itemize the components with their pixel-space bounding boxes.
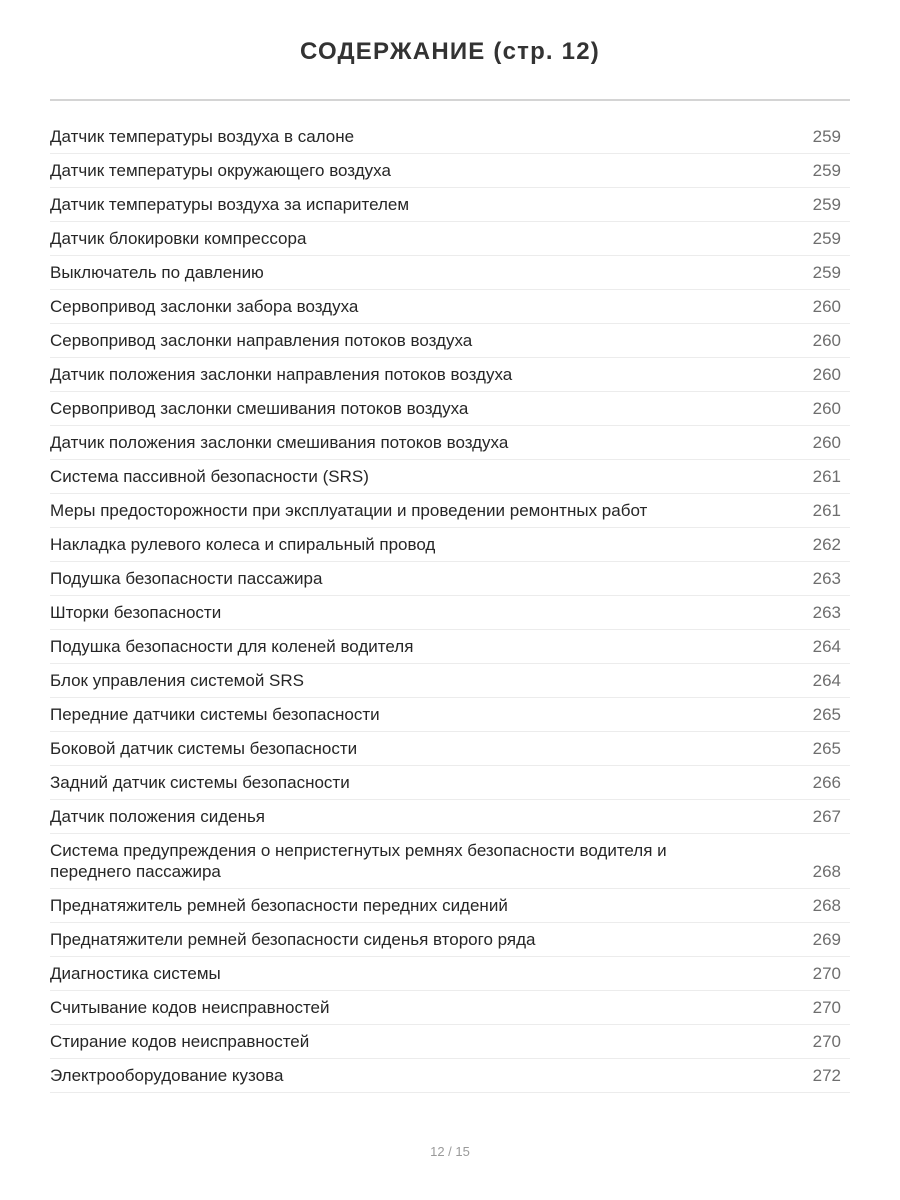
toc-entry-page: 259 xyxy=(812,161,841,180)
toc-entry[interactable] xyxy=(50,392,850,426)
toc-entry-title[interactable]: Датчик положения заслонки направления потоков воздуха xyxy=(50,365,513,384)
toc-entry-title[interactable]: Стирание кодов неисправностей xyxy=(50,1032,310,1051)
toc-entry-title[interactable]: Датчик положения заслонки смешивания потоков воздуха xyxy=(50,433,509,452)
toc-entry-page: 261 xyxy=(812,467,841,486)
toc-entry-page: 263 xyxy=(812,569,841,588)
toc-entry[interactable] xyxy=(50,732,850,766)
toc-entry-title[interactable]: Накладка рулевого колеса и спиральный провод xyxy=(50,535,436,554)
toc-entry-page: 260 xyxy=(812,365,841,384)
toc-entry[interactable] xyxy=(50,664,850,698)
toc-entry[interactable] xyxy=(50,630,850,664)
toc-entry-page: 268 xyxy=(812,862,841,881)
toc-entry-title[interactable]: Меры предосторожности при эксплуатации и проведении ремонтных работ xyxy=(50,501,648,520)
toc-entry-page: 260 xyxy=(812,331,841,350)
toc-entry-page: 272 xyxy=(812,1066,841,1085)
toc-entry[interactable] xyxy=(50,494,850,528)
toc-entry[interactable] xyxy=(50,698,850,732)
toc-entry[interactable] xyxy=(50,222,850,256)
toc-entry[interactable] xyxy=(50,1059,850,1093)
toc-entry[interactable] xyxy=(50,426,850,460)
toc-entry-page: 264 xyxy=(812,671,841,690)
toc-entry-title[interactable]: Диагностика системы xyxy=(50,964,221,983)
toc-entry-page: 259 xyxy=(812,229,841,248)
toc-entry-title[interactable]: Датчик блокировки компрессора xyxy=(50,229,307,248)
toc-entry[interactable] xyxy=(50,460,850,494)
title-divider xyxy=(50,99,850,101)
toc-entry-title[interactable]: Электрооборудование кузова xyxy=(50,1066,284,1085)
toc-entry-title[interactable]: Считывание кодов неисправностей xyxy=(50,998,330,1017)
toc-entry-page: 267 xyxy=(812,807,841,826)
toc-entry-title[interactable]: Выключатель по давлению xyxy=(50,263,264,282)
toc-entry-page: 263 xyxy=(812,603,841,622)
toc-entry[interactable] xyxy=(50,290,850,324)
toc-entry-page: 259 xyxy=(812,263,841,282)
toc-entry-title[interactable]: Передние датчики системы безопасности xyxy=(50,705,380,724)
toc-entry-title[interactable]: Преднатяжитель ремней безопасности передних сидений xyxy=(50,896,508,915)
toc-entry[interactable] xyxy=(50,766,850,800)
toc-entry[interactable] xyxy=(50,957,850,991)
toc-entry-title[interactable]: Система пассивной безопасности (SRS) xyxy=(50,467,369,486)
toc-entry-page: 260 xyxy=(812,399,841,418)
toc-entry-title[interactable]: Подушка безопасности пассажира xyxy=(50,569,323,588)
toc-entry-page: 270 xyxy=(812,964,841,983)
toc-entry-title[interactable]: Датчик положения сиденья xyxy=(50,807,266,826)
toc-entry[interactable] xyxy=(50,596,850,630)
toc-entry-page: 260 xyxy=(812,433,841,452)
toc-entry-page: 265 xyxy=(812,739,841,758)
toc-entry[interactable] xyxy=(50,923,850,957)
page-number: 12 / 15 xyxy=(430,1144,470,1159)
page-title: СОДЕРЖАНИЕ (стр. 12) xyxy=(300,38,600,65)
toc-list xyxy=(50,120,850,1093)
toc-entry-page: 259 xyxy=(812,195,841,214)
toc-entry[interactable] xyxy=(50,834,850,889)
toc-entry[interactable] xyxy=(50,528,850,562)
toc-entry-title[interactable]: Система предупреждения о непристегнутых ремнях безопасности водителя и переднего пассажира xyxy=(50,841,667,881)
toc-entry-title[interactable]: Боковой датчик системы безопасности xyxy=(50,739,358,758)
toc-entry[interactable] xyxy=(50,358,850,392)
toc-entry-page: 264 xyxy=(812,637,841,656)
toc-entry-page: 269 xyxy=(812,930,841,949)
toc-entry-title[interactable]: Датчик температуры воздуха за испарителем xyxy=(50,195,410,214)
toc-entry-title[interactable]: Сервопривод заслонки забора воздуха xyxy=(50,297,359,316)
toc-entry-title[interactable]: Блок управления системой SRS xyxy=(50,671,304,690)
toc-entry-page: 265 xyxy=(812,705,841,724)
toc-entry-page: 270 xyxy=(812,1032,841,1051)
toc-entry-title[interactable]: Задний датчик системы безопасности xyxy=(50,773,350,792)
toc-entry-page: 260 xyxy=(812,297,841,316)
toc-entry-page: 270 xyxy=(812,998,841,1017)
toc-entry-page: 266 xyxy=(812,773,841,792)
toc-entry-title[interactable]: Преднатяжители ремней безопасности сиденья второго ряда xyxy=(50,930,536,949)
toc-entry[interactable] xyxy=(50,154,850,188)
toc-entry-page: 262 xyxy=(812,535,841,554)
toc-entry-title[interactable]: Шторки безопасности xyxy=(50,603,222,622)
toc-entry-page: 259 xyxy=(812,127,841,146)
toc-entry[interactable] xyxy=(50,1025,850,1059)
toc-entry[interactable] xyxy=(50,562,850,596)
toc-entry[interactable] xyxy=(50,120,850,154)
toc-entry-page: 261 xyxy=(812,501,841,520)
toc-entry-page: 268 xyxy=(812,896,841,915)
toc-entry-title[interactable]: Сервопривод заслонки смешивания потоков воздуха xyxy=(50,399,469,418)
toc-entry[interactable] xyxy=(50,991,850,1025)
toc-entry[interactable] xyxy=(50,256,850,290)
toc-entry-title[interactable]: Датчик температуры окружающего воздуха xyxy=(50,161,391,180)
toc-entry-title[interactable]: Датчик температуры воздуха в салоне xyxy=(50,127,355,146)
toc-entry-title[interactable]: Сервопривод заслонки направления потоков воздуха xyxy=(50,331,473,350)
toc-entry[interactable] xyxy=(50,889,850,923)
toc-entry[interactable] xyxy=(50,188,850,222)
toc-entry[interactable] xyxy=(50,324,850,358)
toc-entry[interactable] xyxy=(50,800,850,834)
toc-entry-title[interactable]: Подушка безопасности для коленей водителя xyxy=(50,637,414,656)
